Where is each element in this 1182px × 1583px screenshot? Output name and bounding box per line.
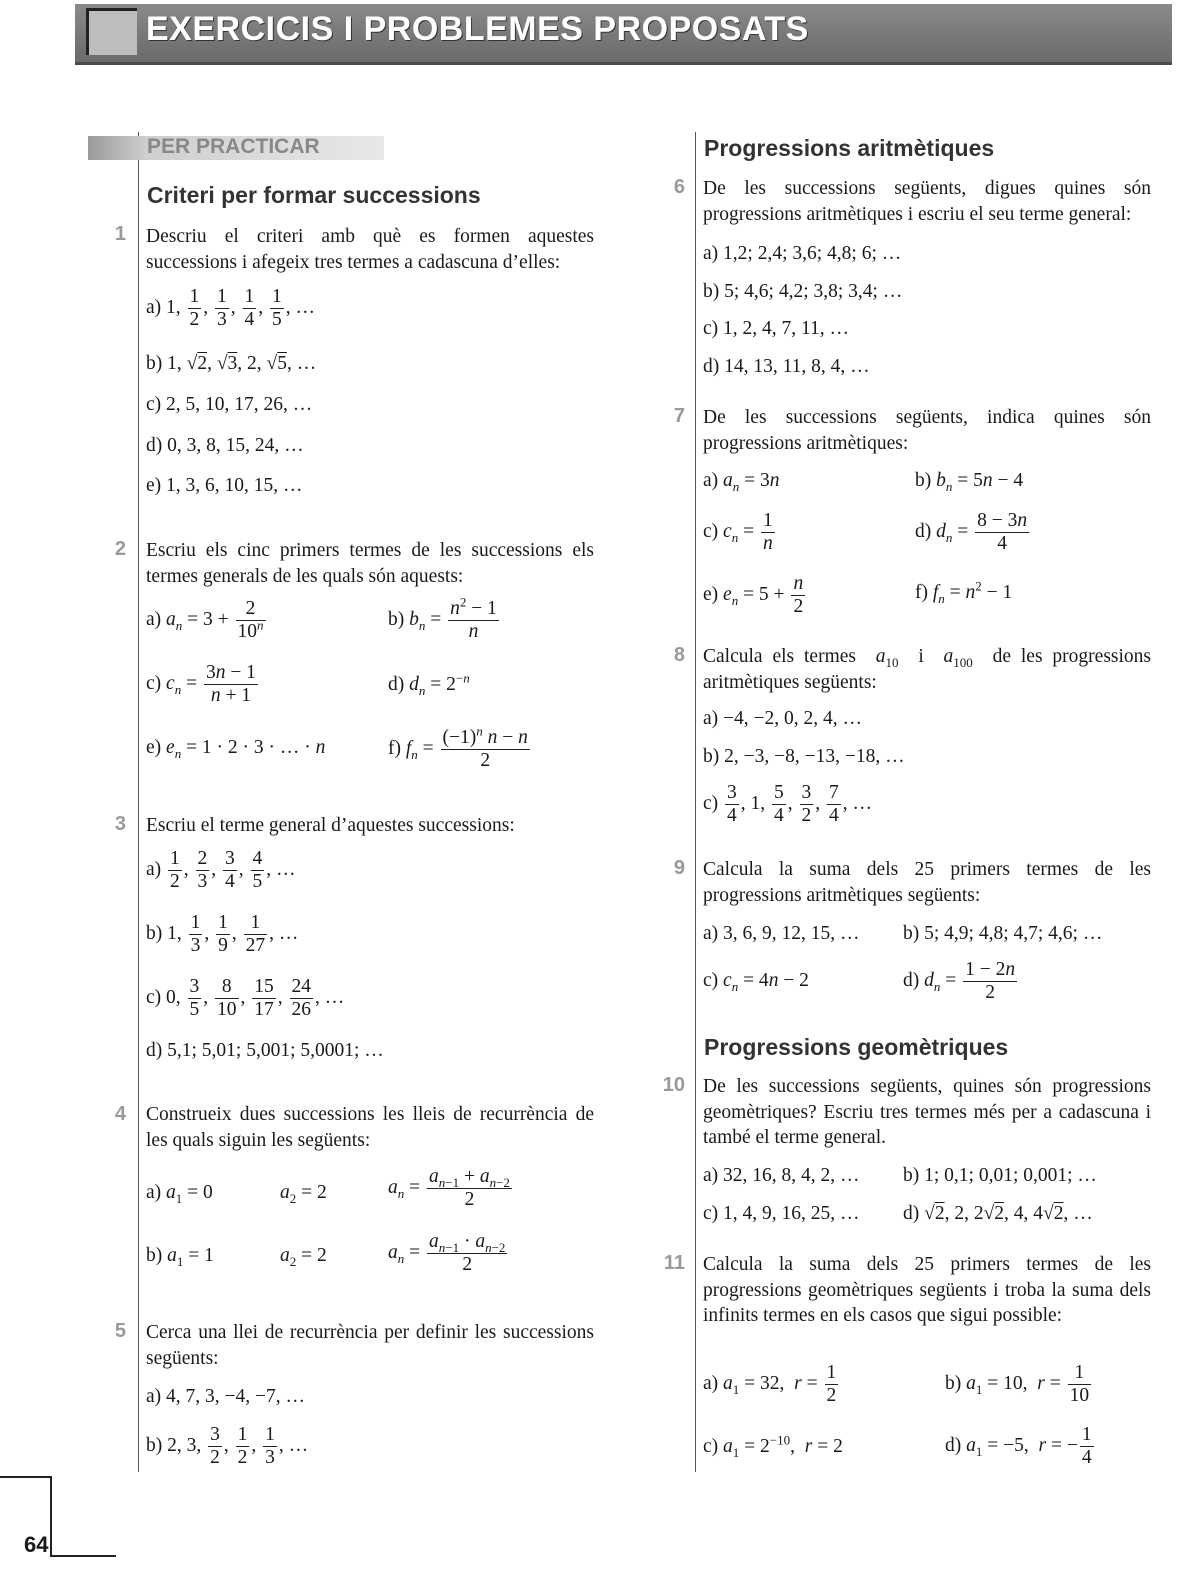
exercise-11-a: a) $a_1 = 32$, r = $\frac{1}{2}$ [703,1362,837,1406]
exercise-8-c: c) $\frac{3}{4}$ , 1, $\frac{5}{4}$ , $\frac{3}{2}$ , $\frac{7}{4}$ , … [703,782,873,826]
exercise-4-b1: b) $a_1 = 1$ [146,1245,214,1269]
exercise-8-a: a) −4, −2, 0, 2, 4, … [703,708,863,729]
exercise-6-b: b) 5; 4,6; 4,2; 3,8; 3,4; … [703,281,903,302]
exercise-1-text: Descriu el criteri amb què es formen aquestes successions i afegeix tres termes a cadascuna d’elles: [146,226,594,273]
footer-step-bottom [50,1555,116,1557]
exercise-6-c: c) 1, 2, 4, 7, 11, … [703,318,850,339]
page-title: EXERCICIS I PROBLEMES PROPOSATS [146,10,809,48]
exercise-3-a: a) $\frac{1}{2}$ , $\frac{2}{3}$ , $\frac{3}{4}$ , $\frac{4}{5}$ , … [146,848,296,892]
section-tag: PER PRACTICAR [147,135,320,158]
exercise-4-a1: a) $a_1 = 0$ [146,1182,213,1206]
exercise-4-an: $a_n$ = $\frac{a_{n-1} + a_{n-2}}{2}$ [388,1166,510,1210]
exercise-number-11: 11 [663,1252,685,1274]
exercise-10-c: c) 1, 4, 9, 16, 25, … [703,1203,860,1224]
exercise-10-a: a) 32, 16, 8, 4, 2, … [703,1165,860,1186]
exercise-7-c: c) $c_n$ = $\frac{1}{n}$ [703,510,773,554]
exercise-number-2: 2 [114,538,126,560]
exercise-9-d: d) $d_n$ = $\frac{1 - 2n}{2}$ [903,959,1016,1003]
exercise-1-a: a) 1, $\frac{1}{2}$ , $\frac{1}{3}$ , $\frac{1}{4}$ , $\frac{1}{5}$ , … [146,286,316,330]
exercise-number-9: 9 [673,857,685,879]
exercise-11-b: b) $a_1 = 10$, r = $\frac{1}{10}$ [945,1362,1090,1406]
exercise-number-7: 7 [673,405,685,427]
exercise-7-d: d) $d_n$ = $\frac{8 - 3n}{4}$ [915,510,1028,554]
exercise-5-a: a) 4, 7, 3, −4, −7, … [146,1386,306,1407]
exercise-3-d: d) 5,1; 5,01; 5,001; 5,0001; … [146,1040,384,1061]
exercise-11-c: c) $a_1 = 2^{-10}$, r = 2 [703,1432,843,1460]
exercise-6-a: a) 1,2; 2,4; 3,6; 4,8; 6; … [703,243,902,264]
exercise-7-f: f) $f_n = n^2 - 1$ [915,578,1013,606]
exercise-10-b: b) 1; 0,1; 0,01; 0,001; … [903,1165,1097,1186]
exercise-1-b: b) 1, √2, √3, 2, √5, … [146,353,317,374]
exercise-number-4: 4 [114,1103,126,1125]
left-column-rule [138,132,139,1472]
exercise-6-d: d) 14, 13, 11, 8, 4, … [703,356,870,377]
exercise-3-c: c) 0, $\frac{3}{5}$ , $\frac{8}{10}$ , $\frac{15}{17}$ , $\frac{24}{26}$ , … [146,976,345,1020]
exercise-number-3: 3 [114,813,126,835]
exercise-7-a: a) $a_n = 3n$ [703,470,780,494]
exercise-4-text: Construeix dues successions les lleis de recurrència de les quals siguin les següents: [146,1104,594,1151]
exercise-1-c: c) 2, 5, 10, 17, 26, … [146,394,313,415]
footer-step-top [0,1476,50,1478]
exercise-9-c: c) $c_n = 4n - 2$ [703,970,809,994]
page-number: 64 [24,1532,49,1557]
exercise-7-e: e) $e_n = 5$ + $\frac{n}{2}$ [703,573,804,617]
banner-step-decoration [86,8,137,55]
exercise-1-e: e) 1, 3, 6, 10, 15, … [146,475,303,496]
exercise-11-text: Calcula la suma dels 25 primers termes de les progressions geomètriques següents i troba la suma dels infinits termes en els casos que sigui possible: [703,1254,1151,1326]
exercise-11-d: d) $a_1 = -5$, r = − $\frac{1}{4}$ [945,1424,1092,1468]
exercise-2-a: a) $a_n = 3$ + $\frac{2}{10^n}$ [146,598,264,642]
heading-progressions-aritmetiques: Progressions aritmètiques [704,135,995,161]
exercise-2-f: f) $f_n$ = $\frac{(-1)^n n - n}{2}$ [388,723,528,771]
exercise-5-text: Cerca una llei de recurrència per definir les successions següents: [146,1322,594,1369]
exercise-9-text: Calcula la suma dels 25 primers termes de les progressions aritmètiques següents: [703,859,1151,906]
exercise-1-d: d) 0, 3, 8, 15, 24, … [146,435,304,456]
exercise-number-10: 10 [662,1074,685,1096]
heading-progressions-geometriques: Progressions geomètriques [704,1034,1009,1060]
exercise-number-6: 6 [673,176,685,198]
exercise-2-c: c) $c_n$ = $\frac{3n - 1}{n + 1}$ [146,662,256,706]
exercise-4-b2: $a_2 = 2$ [280,1245,327,1269]
exercise-8-text: Calcula els termes $a_{10}$ i $a_{100}$ de les progressions aritmètiques següents: [703,646,1152,693]
exercise-2-e: e) $e_n = 1 \cdot 2 \cdot 3$ · … · n [146,737,326,761]
exercise-2-text: Escriu els cinc primers termes de les successions els termes generals de les quals són aquests: [146,540,594,587]
exercise-7-b: b) $b_n = 5n - 4$ [915,470,1024,494]
exercise-8-b: b) 2, −3, −8, −13, −18, … [703,746,905,767]
footer-step-vertical [50,1476,52,1555]
exercise-4-bn: $a_n$ = $\frac{a_{n-1} \cdot a_{n-2}}{2}$ [388,1231,506,1275]
exercise-10-d: d) √2, 2, 2√2, 4, 4√2, … [903,1203,1093,1224]
exercise-7-text: De les successions següents, indica quines són progressions aritmètiques: [703,407,1151,454]
heading-criteri: Criteri per formar successions [147,182,481,208]
exercise-6-text: De les successions següents, digues quines són progressions aritmètiques i escriu el seu terme general: [703,178,1151,225]
exercise-2-d: d) $d_n = 2^{-n}$ [388,670,470,698]
exercise-9-a: a) 3, 6, 9, 12, 15, … [703,923,860,944]
exercise-5-b: b) 2, 3, $\frac{3}{2}$ , $\frac{1}{2}$ , $\frac{1}{3}$ , … [146,1424,309,1468]
exercise-3-text: Escriu el terme general d’aquestes successions: [146,815,515,836]
exercise-2-b: b) $b_n$ = $\frac{n^2 - 1}{n}$ [388,594,497,642]
exercise-4-a2: $a_2 = 2$ [280,1182,327,1206]
right-column-rule [695,132,696,1472]
exercise-number-1: 1 [114,223,126,245]
exercise-10-text: De les successions següents, quines són progressions geomètriques? Escriu tres termes més per a cadascuna i també el terme general. [703,1076,1151,1148]
exercise-9-b: b) 5; 4,9; 4,8; 4,7; 4,6; … [903,923,1103,944]
exercise-number-8: 8 [673,644,685,666]
exercise-3-b: b) 1, $\frac{1}{3}$ , $\frac{1}{9}$ , $\frac{1}{27}$ , … [146,912,299,956]
exercise-number-5: 5 [114,1320,126,1342]
